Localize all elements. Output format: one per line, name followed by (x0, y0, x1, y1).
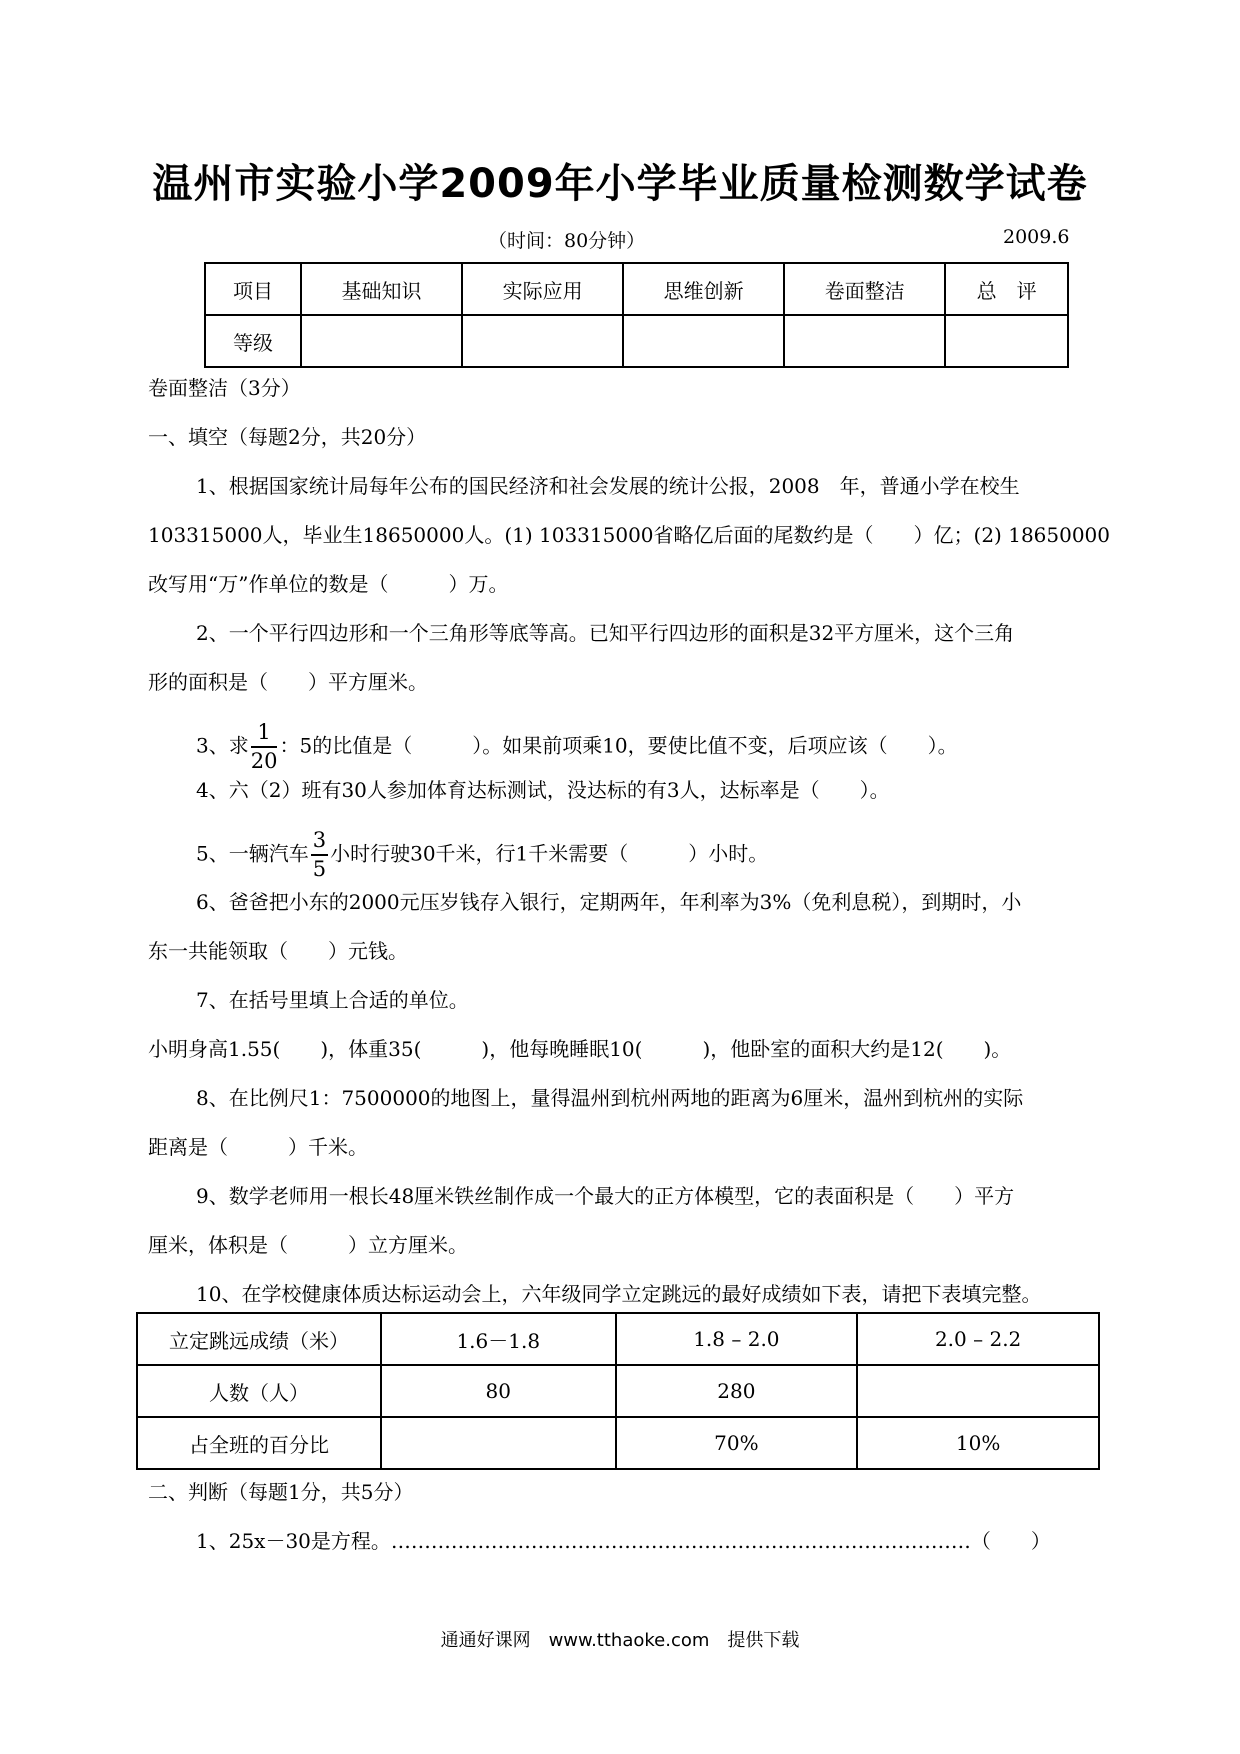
exam-date: 2009.6 (1003, 226, 1070, 248)
grade-header-cell: 项目 (205, 263, 301, 315)
q5-fraction-denominator: 5 (312, 857, 327, 881)
q9-line2: 厘米，体积是（ ）立方厘米。 (148, 1233, 468, 1257)
table-cell: 人数（人） (137, 1365, 381, 1417)
page-footer: 通通好课网 www.tthaoke.com 提供下载 (440, 1630, 800, 1651)
grade-table (204, 262, 1069, 368)
table-cell: 2.0 – 2.2 (857, 1313, 1099, 1365)
q6-line2: 东一共能领取（ ）元钱。 (148, 939, 408, 963)
q9-line1: 9、数学老师用一根长48厘米铁丝制作成一个最大的正方体模型，它的表面积是（ ）平方 (196, 1184, 1015, 1208)
q5-line (196, 830, 768, 880)
grade-cell (784, 315, 945, 367)
q5-fraction-numerator: 3 (311, 830, 328, 856)
grade-cell (623, 315, 784, 367)
table-cell (857, 1365, 1099, 1417)
q1-line1: 1、根据国家统计局每年公布的国民经济和社会发展的统计公报，2008 年，普通小学在校生 (196, 474, 1020, 498)
exam-title: 温州市实验小学2009年小学毕业质量检测数学试卷 (152, 161, 1088, 207)
section1-heading: 一、填空（每题2分，共20分） (148, 425, 427, 449)
q1-line2: 103315000人，毕业生18650000人。(1) 103315000省略亿后面的尾数约是（ ）亿；(2) 18650000 (148, 523, 1111, 547)
grade-cell (462, 315, 623, 367)
table-cell: 10% (857, 1417, 1099, 1469)
q5-suffix: 小时行驶30千米，行1千米需要（ ）小时。 (330, 841, 769, 866)
grade-header-cell: 总 评 (945, 263, 1068, 315)
table-row (137, 1313, 1099, 1365)
table-row (137, 1365, 1099, 1417)
q2-line1: 2、一个平行四边形和一个三角形等底等高。已知平行四边形的面积是32平方厘米，这个三角 (196, 621, 1015, 645)
table-cell: 1.8 – 2.0 (616, 1313, 858, 1365)
q3-fraction-denominator: 20 (250, 749, 278, 773)
q4-line: 4、六（2）班有30人参加体育达标测试，没达标的有3人，达标率是（ ）。 (196, 778, 890, 802)
table-cell: 占全班的百分比 (137, 1417, 381, 1469)
grade-cell (301, 315, 462, 367)
q5-fraction (311, 830, 328, 880)
grade-header-cell: 基础知识 (301, 263, 462, 315)
grade-cell (945, 315, 1068, 367)
q8-line1: 8、在比例尺1：7500000的地图上，量得温州到杭州两地的距离为6厘米，温州到杭州的实际 (196, 1086, 1024, 1110)
grade-table-header-row (205, 263, 1068, 315)
grade-row-label: 等级 (205, 315, 301, 367)
q1-line3: 改写用“万”作单位的数是（ ）万。 (148, 572, 509, 596)
q7-line1: 7、在括号里填上合适的单位。 (196, 988, 469, 1012)
q8-line2: 距离是（ ）千米。 (148, 1135, 368, 1159)
table-row (137, 1417, 1099, 1469)
grade-header-cell: 实际应用 (462, 263, 623, 315)
grade-header-cell: 思维创新 (623, 263, 784, 315)
grade-header-cell: 卷面整洁 (784, 263, 945, 315)
q2-line2: 形的面积是（ ）平方厘米。 (148, 670, 428, 694)
q3-line (196, 722, 958, 772)
q6-line1: 6、爸爸把小东的2000元压岁钱存入银行，定期两年，年利率为3%（免利息税），到期时，小 (196, 890, 1022, 914)
q7-line2: 小明身高1.55( )，体重35( )，他每晚睡眠10( )，他卧室的面积大约是12( )。 (148, 1037, 1012, 1061)
q3-fraction (251, 722, 278, 772)
q10-line: 10、在学校健康体质达标运动会上，六年级同学立定跳远的最好成绩如下表，请把下表填完整。 (196, 1282, 1042, 1306)
q3-prefix: 3、求 (196, 733, 249, 758)
q3-fraction-numerator: 1 (251, 722, 278, 748)
judge-q1: 1、25x－30是方程。……………………………………………………………………………（ ） (196, 1529, 1051, 1553)
grade-table-row (205, 315, 1068, 367)
jump-results-table (136, 1312, 1100, 1470)
q3-suffix: ：5的比值是（ ）。如果前项乘10，要使比值不变，后项应该（ ）。 (279, 733, 958, 758)
table-cell (381, 1417, 616, 1469)
section2-heading: 二、判断（每题1分，共5分） (148, 1480, 414, 1504)
table-cell: 立定跳远成绩（米） (137, 1313, 381, 1365)
q5-prefix: 5、一辆汽车 (196, 841, 309, 866)
table-cell: 280 (616, 1365, 858, 1417)
table-cell: 1.6－1.8 (381, 1313, 616, 1365)
neatness-note: 卷面整洁（3分） (148, 376, 301, 400)
table-cell: 70% (616, 1417, 858, 1469)
time-note: （时间：80分钟） (488, 230, 646, 252)
table-cell: 80 (381, 1365, 616, 1417)
